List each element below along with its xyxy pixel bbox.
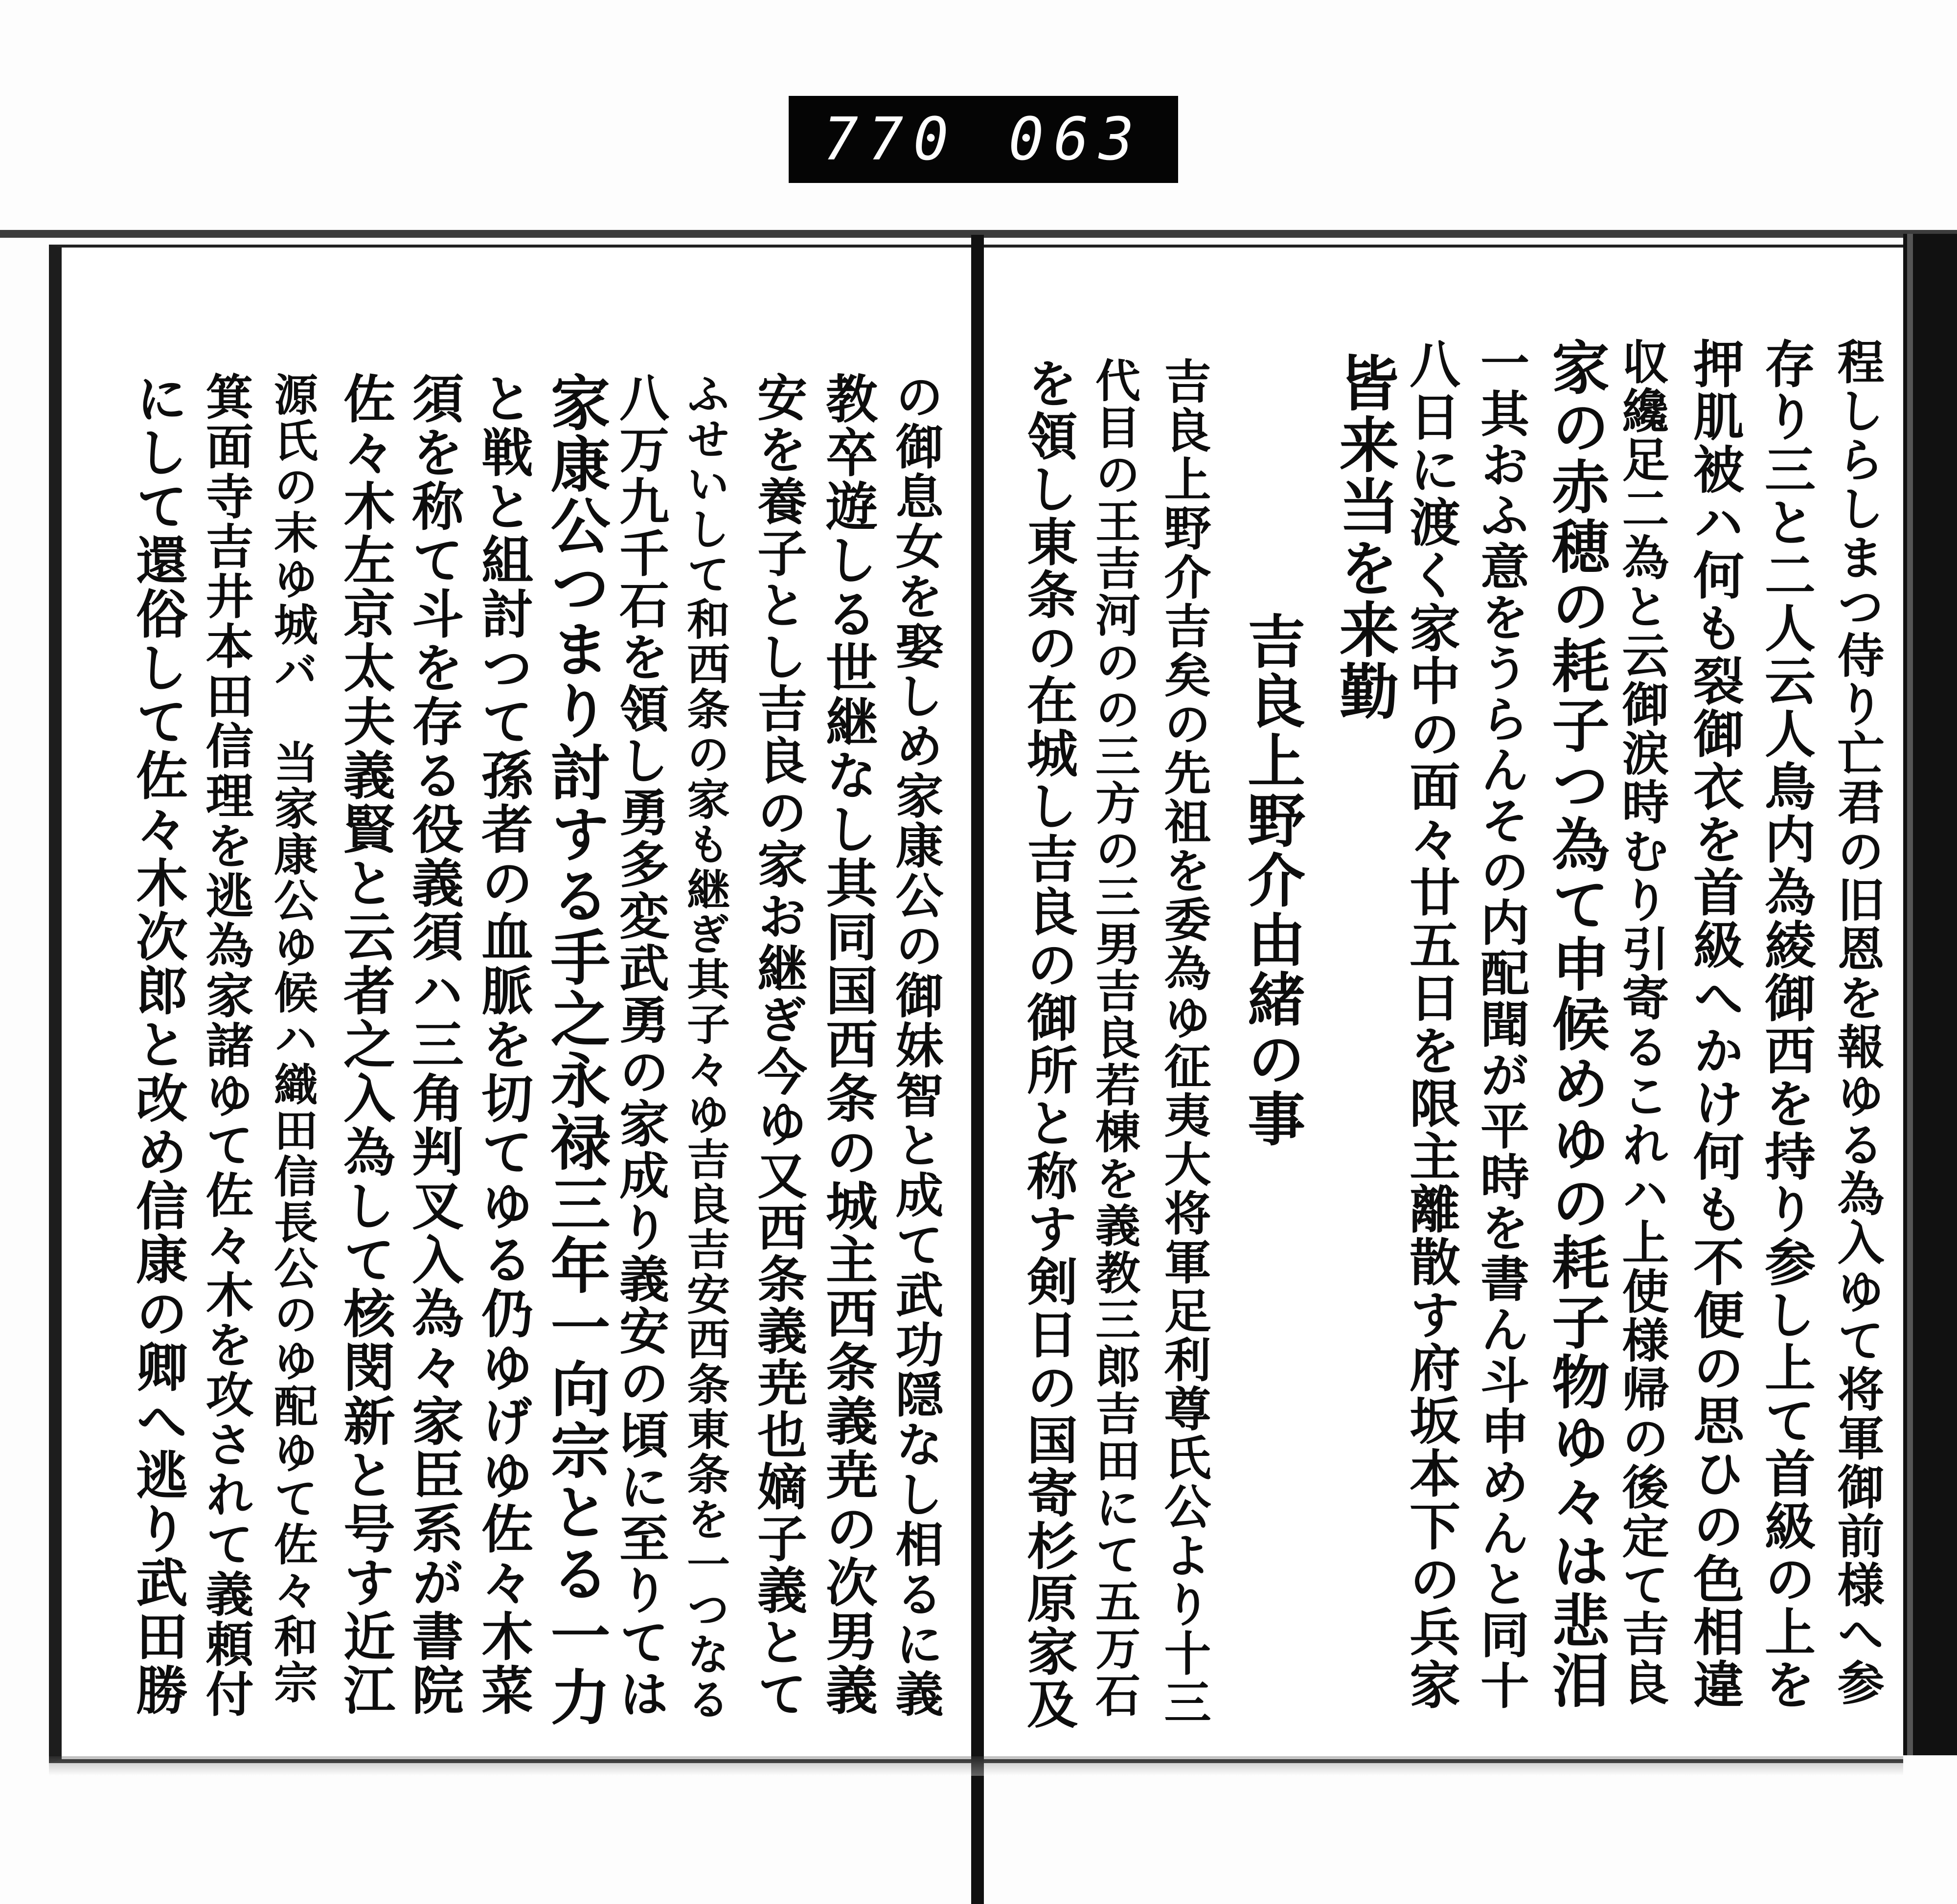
book-spine	[971, 235, 984, 1904]
book-right-edge	[1903, 234, 1957, 1755]
microfilm-frame-label	[789, 96, 1178, 183]
left-col-5: 八万九千石を領し勇多変武勇の家成り義安の頃に至りては	[611, 372, 670, 1720]
left-col-2: 教卒遊しる世継なし其同国西条の城主西条義尭の次男義	[818, 372, 879, 1717]
left-col-4: ふせいして和西条の家も継ぎ其子々ゆ吉良吉安西条東条を一つなる	[680, 372, 731, 1722]
right-col-4: 収纔足二為と云御涙時むり引寄るこれハ上使様帰の後定て吉良	[1615, 338, 1670, 1707]
frame-number: 063	[1008, 105, 1144, 174]
right-col-7: 八日に渡く家中の面々廿五日を限主離散す府坂本下の兵家	[1401, 338, 1461, 1711]
left-col-8: 須を称て斗を存る役義須ハ三角判叉入為々家臣系が書院	[404, 372, 465, 1717]
right-body-col-1: 吉良上野介吉矣の先祖を委為ゆ征夷大将軍足利尊氏公より十三	[1157, 357, 1212, 1727]
left-col-6: 家康公つまり討する手之永禄三年一向宗とる一力	[541, 372, 611, 1728]
right-col-2: 存り三と二人云人鳥内為綾御西を持り参し上て首級の上を	[1756, 338, 1816, 1711]
section-heading: 吉良上野介由緒の事	[1238, 612, 1306, 1149]
right-col-8: 皆来当を来勤	[1329, 352, 1400, 722]
right-col-6: 一其おふ意をうらんその内配聞が平時を書ん斗申めんと同十	[1472, 338, 1530, 1711]
reel-number: 770	[823, 105, 958, 174]
left-col-11: 箕面寺吉井本田信理を逃為家諸ゆて佐々木を攻されて義頼付	[198, 372, 254, 1719]
left-col-3: 安を養子とし吉良の家お継ぎ今ゆ又西条義尭也嫡子義とて	[749, 372, 808, 1720]
right-body-col-2: 代目の王吉河のの三方の三男吉良若棟を義教三郎吉田にて五万石	[1088, 357, 1141, 1719]
right-col-1: 程しらしまつ侍り亡君の旧恩を報ゆる為入ゆて将軍御前様へ参	[1830, 338, 1885, 1707]
left-col-12: にして還俗して佐々木次郎と改め信康の卿へ逃り武田勝	[128, 372, 189, 1717]
right-col-5: 家の赤穂の耗子つ為て申候めゆの耗子物ゆ々は悲泪	[1542, 338, 1610, 1710]
left-col-7: と戦と組討つて孫者の血脈を切てゆる仍ゆげゆ佐々木菜	[473, 372, 534, 1717]
right-col-3: 押肌被ハ何も裂御衣を首級へかけ何も不便の思ひの色相違	[1684, 338, 1745, 1711]
left-col-10: 源氏の末ゆ城バ 当家康公ゆ候ハ織田信長公のゆ配ゆて佐々和宗	[266, 372, 318, 1705]
book-bottom-shadow	[49, 1756, 1903, 1776]
right-body-col-3: を領し東条の在城し吉良の御所と称す剣日の国寄杉原家及	[1018, 357, 1078, 1731]
left-col-1: の御息女を娶しめ家康公の御妹智と成て武功隠なし相るに義	[887, 372, 944, 1719]
left-col-9: 佐々木左京太夫義賢と云者之入為して核閔新と号す近江	[335, 372, 396, 1717]
